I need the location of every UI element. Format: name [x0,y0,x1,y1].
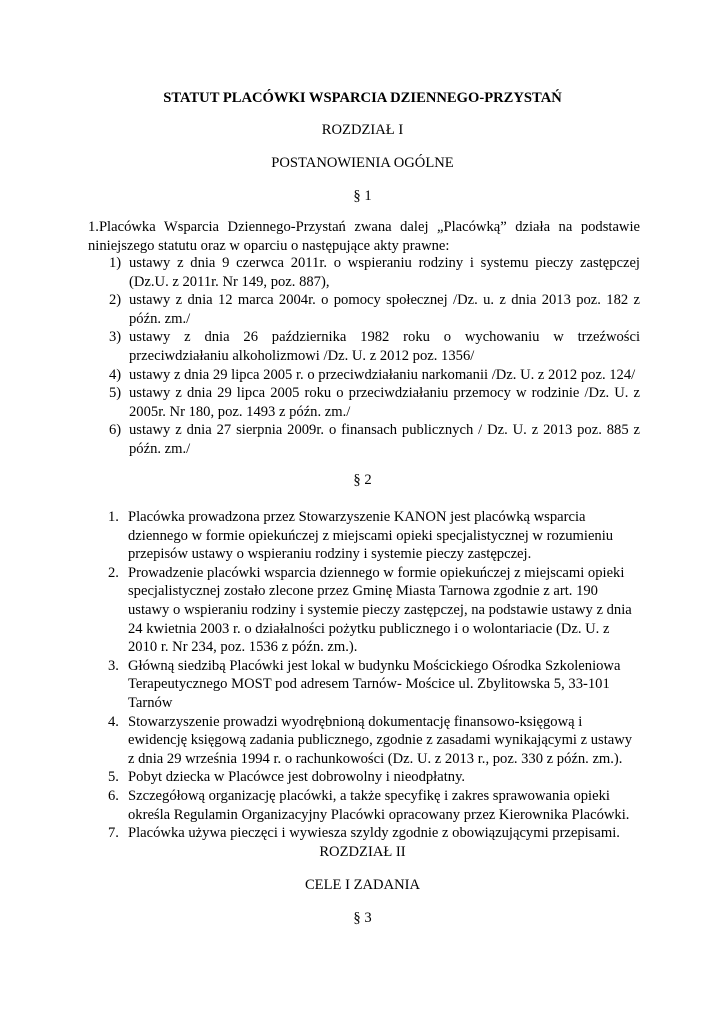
list-item [109,328,640,365]
list-item [109,291,640,328]
chapter-2-label: ROZDZIAŁ II [319,844,406,860]
list-item-number: 6) [109,422,122,439]
list-item-number: 7. [108,825,119,842]
list-item-text: ustawy z dnia 9 czerwca 2011r. o wspieraniu rodziny i systemu pieczy zastępczej (Dz.U. z 2011r. Nr 149, poz. 887), [129,255,640,290]
list-item-number: 1. [108,509,119,525]
list-item-text: ustawy z dnia 26 października 1982 roku o wychowaniu w trzeźwości przeciwdziałaniu alkoholizmowi /Dz. U. z 2012 poz. 1356/ [129,329,640,364]
list-item-number: 2. [108,564,119,581]
list-item-text: Stowarzyszenie prowadzi wyodrębnioną dokumentację finansowo-księgową i ewidencję księgową zadania publicznego, zgodnie z zasadami wynikającymi z ustawy z dnia 29 września 1994 r. o rachunkowości (Dz. U. z 2013 r., poz. 330 z późn. zm.). [128,713,633,767]
list-item-text: ustawy z dnia 27 sierpnia 2009r. o finansach publicznych / Dz. U. z 2013 poz. 885 z późn. zm./ [129,422,640,457]
list-item-text: Placówka prowadzona przez Stowarzyszenie KANON jest placówką wsparcia dziennego w formie opiekuńczej z miejscami opieki specjalistycznej w rozumieniu przepisów ustawy o wspieraniu rodziny i systemie pieczy zastępczej. [128,509,614,563]
list-item-text: Pobyt dziecka w Placówce jest dobrowolny i nieodpłatny. [128,769,466,786]
list-item [109,384,640,421]
section-1-intro: 1.Placówka Wsparcia Dziennego-Przystań zwana dalej „Placówką” działa na podstawie niniejszego statutu oraz w oparciu o następujące akty prawne: [88,219,640,254]
list-item-text: Placówka używa pieczęci i wywiesza szyldy zgodnie z obowiązującymi przepisami. [128,825,620,842]
list-item [109,254,640,291]
document-title: STATUT PLACÓWKI WSPARCIA DZIENNEGO-PRZYSTAŃ [163,90,562,106]
list-item [108,564,638,657]
list-item [108,657,638,713]
list-item-number: 6. [108,787,119,804]
list-item [108,824,638,843]
chapter-2-name: CELE I ZADANIA [304,877,421,893]
list-item-text: ustawy z dnia 12 marca 2004r. o pomocy społecznej /Dz. u. z dnia 2013 poz. 182 z późn. zm./ [129,292,640,327]
section-1-label: § 1 [353,188,372,204]
list-item-number: 2) [109,292,122,309]
list-item [108,508,638,564]
legal-acts-list [109,254,640,459]
list-item-number: 5) [109,385,122,402]
list-item [108,787,638,824]
list-item-text: ustawy z dnia 29 lipca 2005 r. o przeciwdziałaniu narkomanii /Dz. U. z 2012 poz. 124/ [129,366,636,383]
list-item-number: 4) [109,366,122,383]
list-item [109,421,640,458]
section-2-list [108,508,638,843]
list-item-text: Prowadzenie placówki wsparcia dziennego w formie opiekuńczej z miejscami opieki specjalistycznej zostało zlecone przez Gminę Miasta Tarnowa zgodnie z art. 190 ustawy o wspieraniu rodziny i systemie pieczy zastępczej, na podstawie ustawy z dnia 24 kwietnia 2003 r. o działalności pożytku publicznego i o wolontariacie (Dz. U. z 2010 r. Nr 234, poz. 1536 z późn. zm.). [128,564,632,656]
list-item [108,713,638,769]
chapter-1-label: ROZDZIAŁ I [321,122,404,138]
list-item-number: 1) [109,255,122,271]
list-item [108,768,638,787]
section-3-label: § 3 [353,910,372,926]
chapter-1-name: POSTANOWIENIA OGÓLNE [271,155,454,171]
list-item [109,366,640,385]
list-item-text: Szczegółową organizację placówki, a także specyfikę i zakres sprawowania opieki określa Regulamin Organizacyjny Placówki opracowany przez Kierownika Placówki. [128,787,630,823]
list-item-number: 3. [108,657,119,674]
section-2-label: § 2 [353,472,372,488]
list-item-text: Główną siedzibą Placówki jest lokal w budynku Mościckiego Ośrodka Szkoleniowa Terapeutycznego MOST pod adresem Tarnów- Mościce ul. Zbylitowska 5, 33-101 Tarnów [128,657,621,711]
list-item-number: 3) [109,329,122,346]
list-item-number: 4. [108,713,119,730]
list-item-text: ustawy z dnia 29 lipca 2005 roku o przeciwdziałaniu przemocy w rodzinie /Dz. U. z 2005r. Nr 180, poz. 1493 z późn. zm./ [129,385,640,420]
list-item-number: 5. [108,769,119,786]
